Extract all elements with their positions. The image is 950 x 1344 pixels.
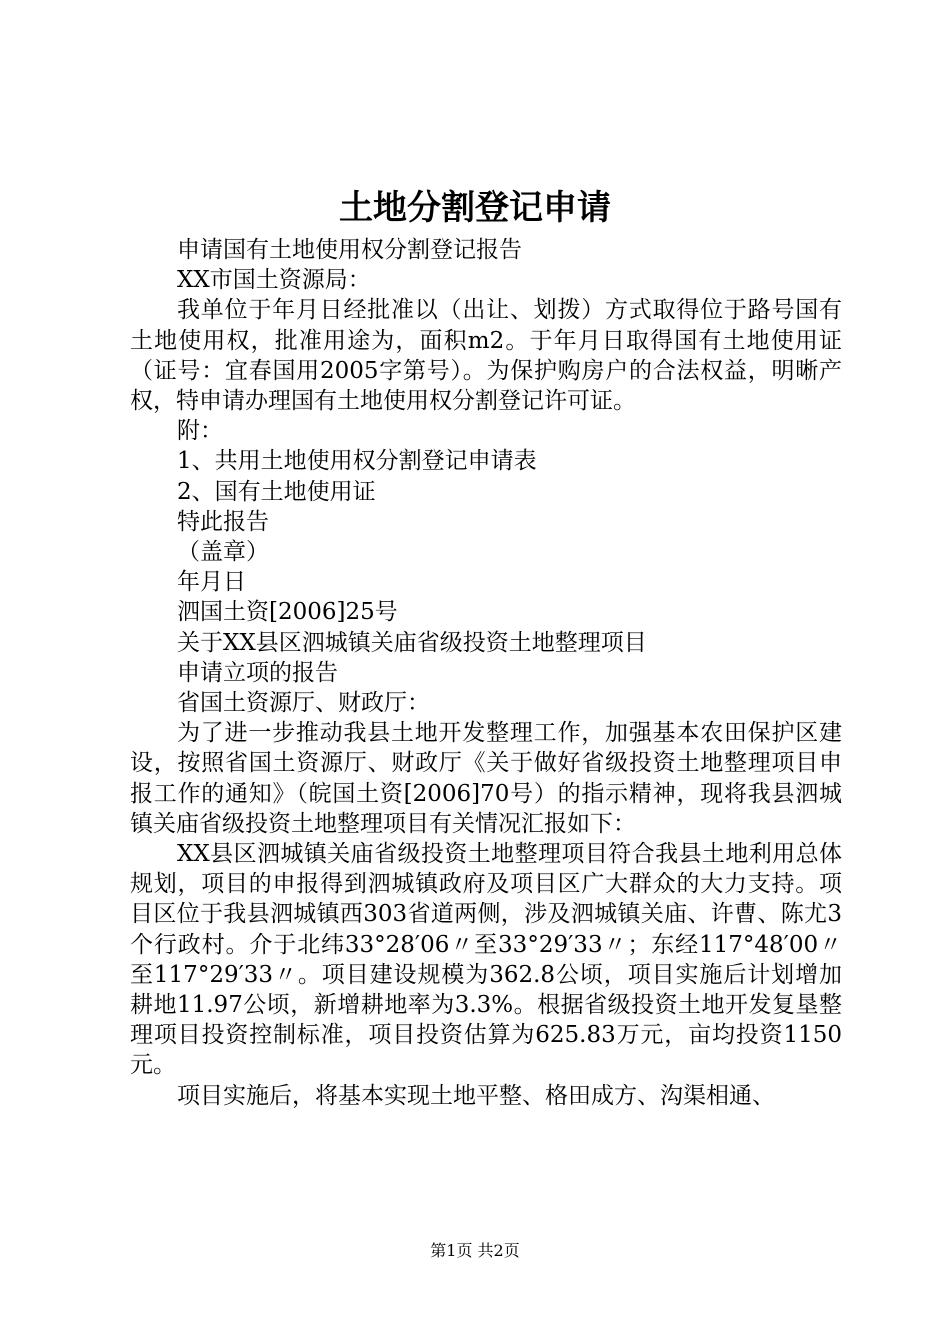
seal-line: （盖章） <box>177 539 269 566</box>
recipient-line: 省国土资源厅、财政厅： <box>177 690 430 717</box>
document-title: 土地分割登记申请 <box>339 188 611 228</box>
attachment-item: 2、国有土地使用证 <box>177 478 376 505</box>
body-paragraph: XX县区泗城镇关庙省级投资土地整理项目符合我县土地利用总体规划，项目的申报得到泗城镇政府及项目区广大群众的大力支持。项目区位于我县泗城镇西303省道两侧，涉及泗城镇关庙、许曹、陈尤3个行政村。介于北纬33°28′06〃至33°29′33〃；东经117°48′00〃至117°29′33〃。项目建设规模为362.8公顷，项目实施后计划增加耕地11.97公顷，新增耕地率为3.3%。根据省级投资土地开发复垦整理项目投资控制标准，项目投资估算为625.83万元，亩均投资1150元。 <box>130 841 842 1079</box>
body-paragraph: 我单位于年月日经批准以（出让、划拨）方式取得位于路号国有土地使用权，批准用途为，面积m2。于年月日取得国有土地使用证（证号：宜春国用2005字第号）。为保护购房户的合法权益，明晰产权，特申请办理国有土地使用权分割登记许可证。 <box>130 297 842 415</box>
body-paragraph: 项目实施后，将基本实现土地平整、格田成方、沟渠相通、 <box>177 1082 775 1109</box>
closing-line: 特此报告 <box>177 508 269 535</box>
date-line: 年月日 <box>177 569 246 596</box>
report-subject: 关于XX县区泗城镇关庙省级投资土地整理项目 <box>177 629 647 656</box>
report-subject: 申请立项的报告 <box>177 659 338 686</box>
attachment-item: 1、共用土地使用权分割登记申请表 <box>177 448 537 475</box>
report-heading: 申请国有土地使用权分割登记报告 <box>177 237 522 263</box>
attachment-heading: 附： <box>177 418 223 445</box>
document-body <box>130 235 842 1111</box>
body-paragraph: 为了进一步推动我县土地开发整理工作，加强基本农田保护区建设，按照省国土资源厅、财政厅《关于做好省级投资土地整理项目申报工作的通知》（皖国土资[2006]70号）的指示精神，现将我县泗城镇关庙省级投资土地整理项目有关情况汇报如下： <box>130 720 842 837</box>
recipient-line: XX市国土资源局： <box>177 267 371 294</box>
document-number: 泗国土资[2006]25号 <box>177 599 398 626</box>
page-footer: 第1页 共2页 <box>430 1241 520 1260</box>
